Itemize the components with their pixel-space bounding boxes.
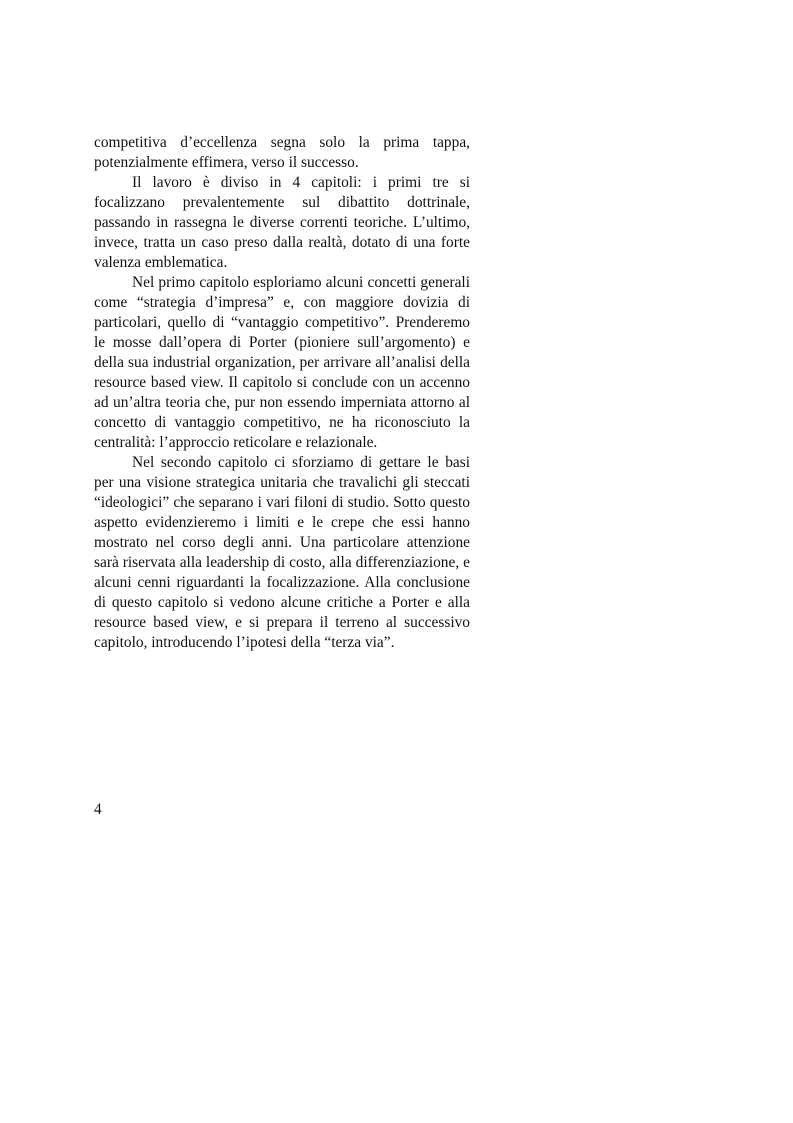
body-text <box>94 133 470 653</box>
paragraph-second-chapter: Nel secondo capitolo ci sforziamo di gettare le basi per una visione strategica unitaria che travalichi gli steccati “ideologici” che separano i vari filoni di studio. Sotto questo aspetto evidenzieremo i limiti e le crepe che essi hanno mostrato nel corso degli anni. Una particolare attenzione sarà riservata alla leadership di costo, alla differenziazione, e alcuni cenni riguardanti la focalizzazione. Alla conclusione di questo capitolo si vedono alcune critiche a Porter e alla resource based view, e si prepara il terreno al successivo capitolo, introducendo l’ipotesi della “terza via”. <box>94 454 470 651</box>
paragraph-continuation: competitiva d’eccellenza segna solo la prima tappa, potenzialmente effimera, verso il successo. <box>94 134 470 171</box>
paragraph-first-chapter: Nel primo capitolo esploriamo alcuni concetti generali come “strategia d’impresa” e, con maggiore dovizia di particolari, quello di “vantaggio competitivo”. Prenderemo le mosse dall’opera di Porter (pioniere sull’argomento) e della sua industrial organization, per arrivare all’analisi della resource based view. Il capitolo si conclude con un accenno ad un’altra teoria che, pur non essendo imperniata attorno al concetto di vantaggio competitivo, ne ha riconosciuto la centralità: l’approccio reticolare e relazionale. <box>94 274 470 451</box>
paragraph-chapter-structure: Il lavoro è diviso in 4 capitoli: i primi tre si focalizzano prevalentemente sul dibattito dottrinale, passando in rassegna le diverse correnti teoriche. L’ultimo, invece, tratta un caso preso dalla realtà, dotato di una forte valenza emblematica. <box>94 174 470 271</box>
page-number: 4 <box>94 801 102 818</box>
